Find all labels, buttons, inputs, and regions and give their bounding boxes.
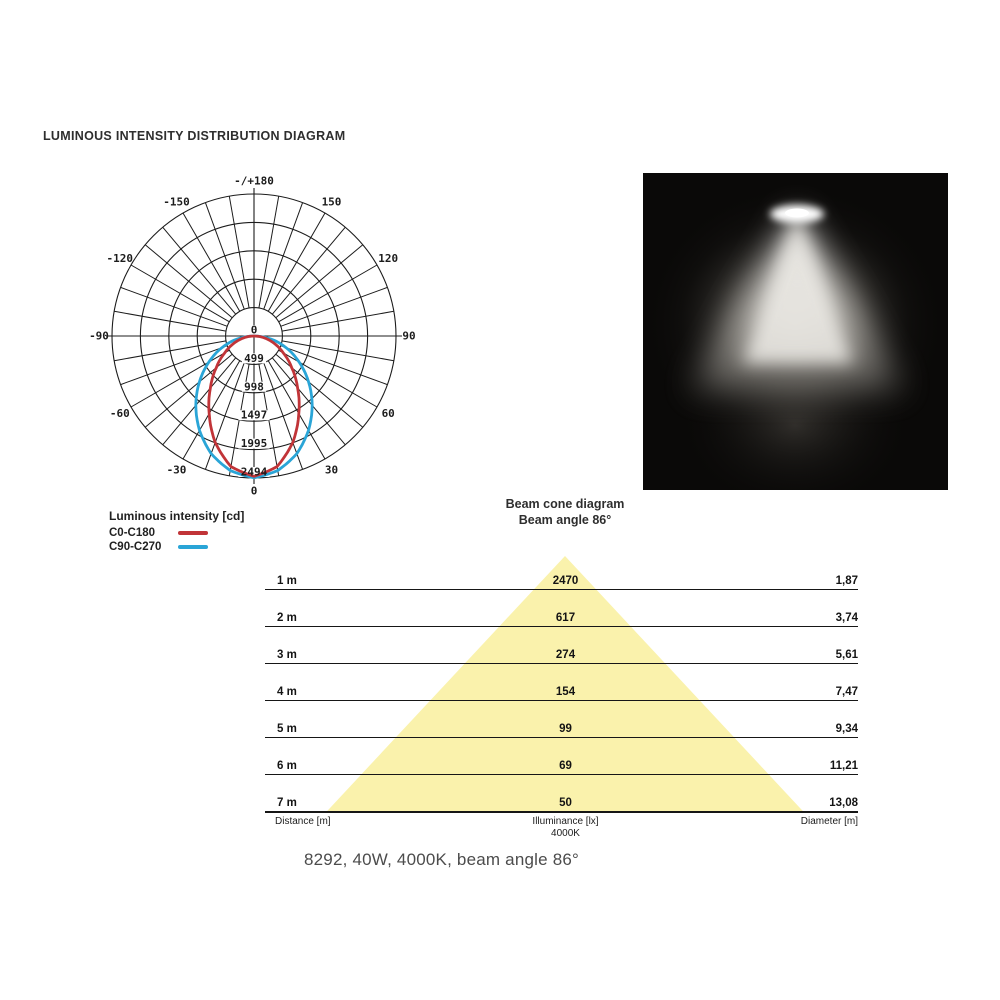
distance-value: 7 m [277,797,297,809]
legend-title: Luminous intensity [cd] [109,509,245,523]
illuminance-value: 274 [555,649,576,661]
c0-line-swatch [178,531,208,535]
polar-spoke [205,203,244,310]
illuminance-value: 69 [559,760,572,772]
angle-tick-label: -150 [163,195,190,209]
radial-tick-label: 1497 [240,408,268,422]
diameter-value: 7,47 [835,686,858,698]
beam-cone-title: Beam cone diagram [505,497,625,511]
beam-table-row [265,573,858,590]
diameter-value: 1,87 [835,575,858,587]
angle-tick-label: 30 [324,463,339,477]
distance-value: 5 m [277,723,297,735]
angle-tick-label: -/+180 [234,174,274,188]
beam-cone-footer [265,816,858,846]
angle-tick-label: 60 [381,407,395,420]
legend-item-c0 [109,526,244,540]
c90-line-swatch [178,545,208,549]
diameter-value: 13,08 [829,797,858,809]
diameter-column-label: Diameter [m] [800,816,858,827]
radial-tick-label: 0 [250,323,258,337]
polar-spoke [281,287,388,326]
beam-source-core [785,209,809,218]
illuminance-value: 50 [559,797,572,809]
distance-column-label: Distance [m] [275,816,331,827]
angle-tick-label: 90 [402,329,416,343]
diameter-value: 3,74 [835,612,858,624]
polar-spoke [259,196,279,308]
polar-spoke [121,287,228,326]
beam-table-row [265,758,858,775]
beam-angle-subtitle: Beam angle 86° [518,512,612,527]
radial-tick-label: 2494 [240,465,268,479]
polar-spoke [282,311,394,331]
angle-tick-label: -90 [89,329,109,343]
angle-tick-label: -120 [106,252,134,265]
angle-tick-label: 150 [321,195,342,209]
color-temperature-label: 4000K [551,828,580,839]
illuminance-value: 99 [559,723,572,735]
beam-table-row [265,610,858,627]
illuminance-value: 617 [555,612,576,624]
illuminance-unit-label: Illuminance [lx] [532,816,599,827]
distance-value: 4 m [277,686,297,698]
angle-tick-label: 120 [378,252,399,265]
distance-value: 6 m [277,760,297,772]
radial-tick-label: 499 [244,351,264,365]
polar-spoke [282,341,394,361]
polar-spoke [114,311,226,331]
angle-tick-label: -60 [109,407,130,420]
radial-tick-label: 998 [244,380,264,394]
illuminance-column-label [532,816,598,840]
polar-intensity-diagram [59,163,449,509]
page-title: LUMINOUS INTENSITY DISTRIBUTION DIAGRAM [43,129,346,143]
distance-value: 2 m [277,612,297,624]
polar-spoke [229,196,249,308]
illuminance-value: 2470 [552,575,579,587]
polar-spoke [114,341,226,361]
angle-tick-label: 0 [250,484,258,498]
beam-table-row [265,684,858,701]
beam-table-row [265,795,858,813]
beam-photo [643,173,948,490]
angle-tick-label: -30 [166,463,187,477]
diameter-value: 9,34 [835,723,858,735]
beam-table-row [265,721,858,738]
diameter-value: 5,61 [835,649,858,661]
legend-label-c0: C0-C180 [109,527,156,539]
legend-item-c90 [109,540,244,554]
product-caption: 8292, 40W, 4000K, beam angle 86° [304,850,580,869]
radial-tick-label: 1995 [240,437,268,451]
distance-value: 1 m [277,575,297,587]
beam-table-row [265,647,858,664]
legend-label-c90: C90-C270 [109,541,162,553]
legend [109,509,244,554]
diameter-value: 11,21 [829,760,858,772]
illuminance-value: 154 [555,686,576,698]
distance-value: 3 m [277,649,297,661]
polar-spoke [264,203,303,310]
